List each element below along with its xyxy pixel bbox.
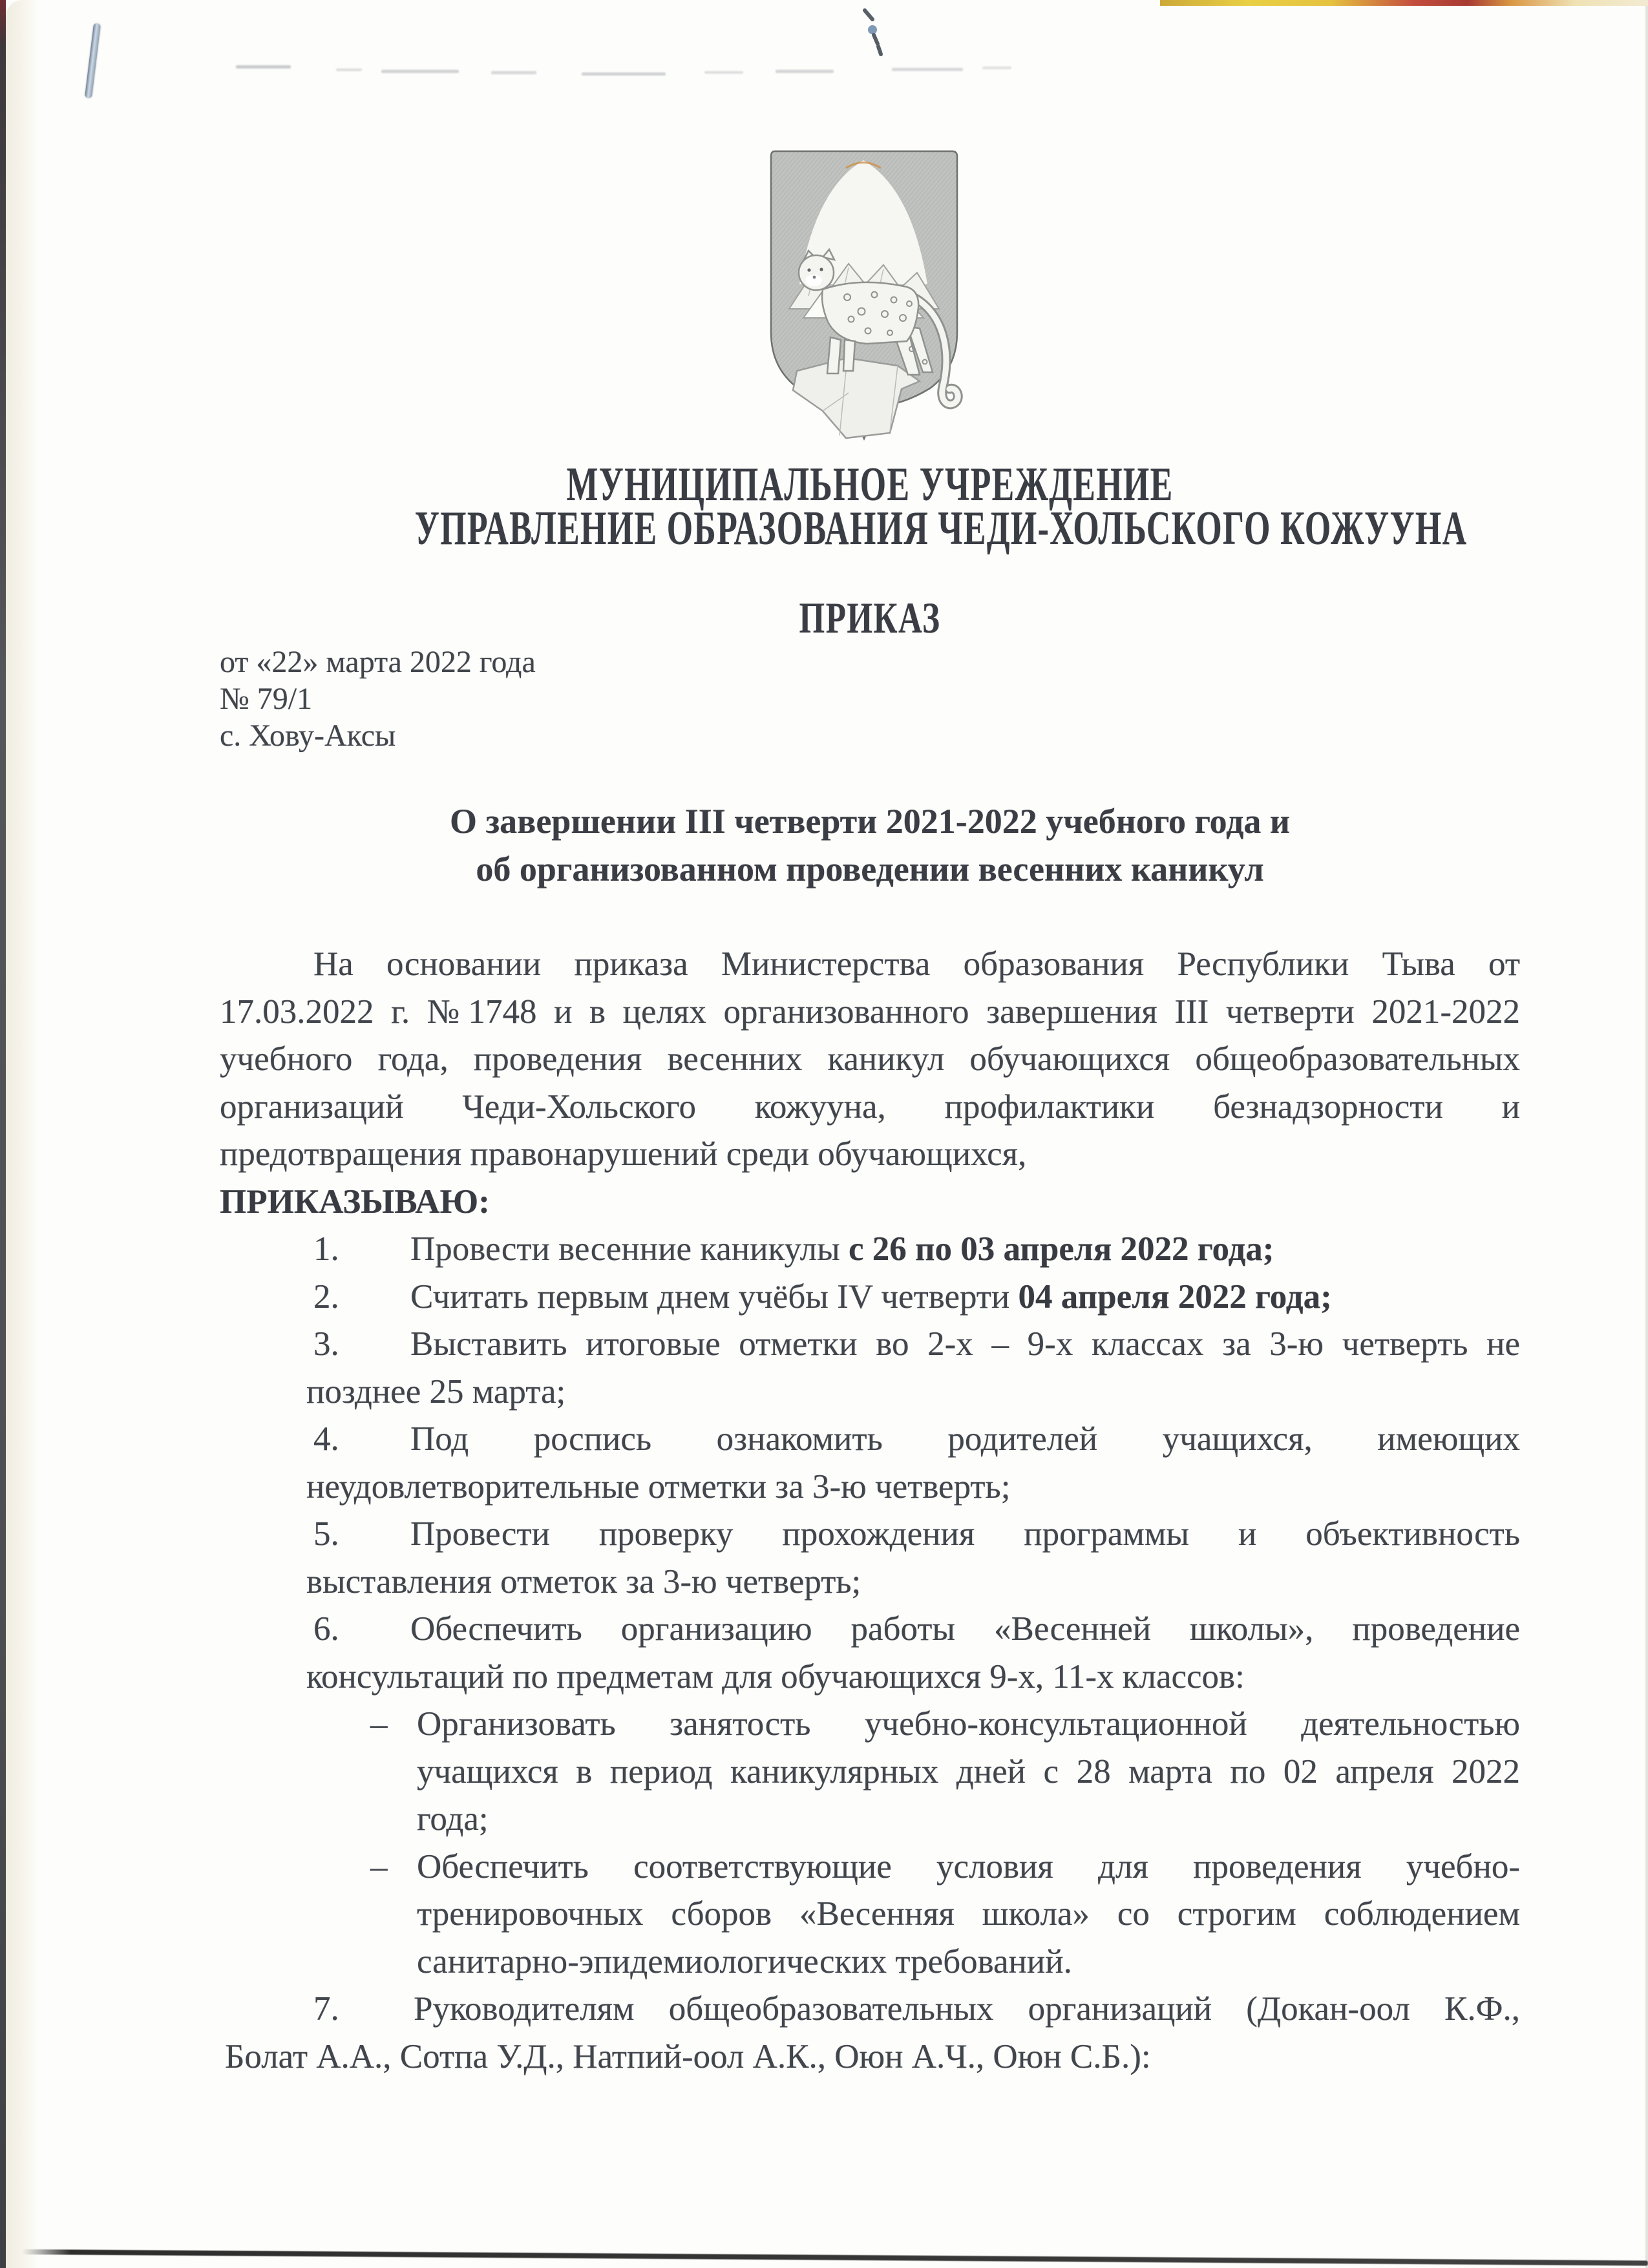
sub-item-2 bbox=[220, 1843, 1520, 1986]
organization-name bbox=[220, 458, 1520, 555]
smudge-speck bbox=[982, 67, 1011, 69]
order-title-line-2: об организованном проведении весенних каникул bbox=[476, 849, 1264, 888]
preamble-line: учебного года, проведения весенних каникул обучающихся общеобразовательных bbox=[220, 1040, 1520, 1078]
item-text: выставления отметок за 3-ю четверть; bbox=[306, 1562, 861, 1601]
item-text: Руководителям общеобразовательных организаций (Докан-оол К.Ф., bbox=[414, 1990, 1520, 2028]
preamble-line: На основании приказа Министерства образования Республики Тыва от bbox=[313, 945, 1520, 983]
dash-marker: – bbox=[370, 1705, 388, 1743]
smudge-speck bbox=[704, 71, 743, 74]
order-title-line-1: О завершении III четверти 2021-2022 учебного года и bbox=[449, 802, 1291, 841]
date-line: от «22» марта 2022 года bbox=[220, 645, 536, 679]
order-item-2 bbox=[220, 1274, 1520, 1321]
preamble-line: 17.03.2022 г. №1748 и в целях организованного завершения III четверти 2021-2022 bbox=[220, 992, 1520, 1031]
item-number: 1. bbox=[313, 1230, 339, 1268]
item-text: Обеспечить организацию работы «Весенней школы», проведение bbox=[410, 1610, 1520, 1648]
page-edge-strip bbox=[6, 0, 39, 2268]
item-number: 6. bbox=[313, 1610, 339, 1648]
sub-item-text: года; bbox=[417, 1800, 489, 1838]
item-text: Провести весенние каникулы bbox=[410, 1230, 849, 1268]
order-item-4 bbox=[220, 1416, 1520, 1511]
item-number: 7. bbox=[313, 1990, 339, 2028]
coat-of-arms-emblem bbox=[763, 149, 964, 443]
order-item-5 bbox=[220, 1511, 1520, 1606]
item-number: 4. bbox=[313, 1420, 339, 1458]
org-name-line-1: МУНИЦИПАЛЬНОЕ УЧРЕЖДЕНИЕ bbox=[566, 458, 1174, 511]
dash-marker: – bbox=[370, 1847, 388, 1885]
preamble-line: предотвращения правонарушений среди обучающихся, bbox=[220, 1135, 1027, 1173]
requisites-block bbox=[220, 644, 536, 754]
item-text: Выставить итоговые отметки во 2-х – 9-х классах за 3-ю четверть не bbox=[410, 1325, 1520, 1363]
item-text: Считать первым днем учёбы IV четверти bbox=[410, 1277, 1019, 1316]
sub-item-text: учащихся в период каникулярных дней с 28 марта по 02 апреля 2022 bbox=[417, 1752, 1520, 1790]
order-text bbox=[220, 941, 1520, 2081]
preamble-paragraph bbox=[220, 941, 1520, 1179]
item-number: 2. bbox=[313, 1277, 339, 1316]
order-title bbox=[220, 798, 1520, 893]
smudge-speck bbox=[776, 70, 834, 73]
item-text: позднее 25 марта; bbox=[306, 1372, 566, 1411]
item-text: консультаций по предметам для обучающихся 9-х, 11-х классов: bbox=[306, 1657, 1245, 1696]
smudge-speck bbox=[892, 68, 963, 71]
sub-item-text: санитарно-эпидемиологических требований. bbox=[417, 1942, 1072, 1980]
preamble-line: организаций Чеди-Хольского кожууна, профилактики безнадзорности и bbox=[220, 1087, 1520, 1126]
top-right-scan-streak bbox=[1160, 0, 1648, 6]
item-text: Болат А.А., Сотпа У.Д., Натпий-оол А.К., Оюн А.Ч., Оюн С.Б.): bbox=[225, 2037, 1151, 2075]
staple-mark bbox=[85, 23, 101, 98]
item-text-bold: с 26 по 03 апреля 2022 года; bbox=[848, 1230, 1274, 1268]
pen-mark bbox=[860, 5, 905, 63]
order-item-7 bbox=[220, 1986, 1520, 2081]
sub-item-1 bbox=[220, 1701, 1520, 1843]
smudge-speck bbox=[381, 70, 459, 73]
right-edge-shadow bbox=[1645, 0, 1648, 2268]
item-text-bold: 04 апреля 2022 года; bbox=[1018, 1277, 1332, 1316]
resolve-word: ПРИКАЗЫВАЮ: bbox=[220, 1182, 490, 1221]
org-name-line-2: УПРАВЛЕНИЕ ОБРАЗОВАНИЯ ЧЕДИ-ХОЛЬСКОГО КОЖУУНА bbox=[414, 502, 1468, 555]
smudge-speck bbox=[582, 72, 666, 76]
left-edge-shadow bbox=[0, 0, 6, 2268]
smudge-speck bbox=[336, 68, 362, 71]
doc-type-heading: ПРИКАЗ bbox=[799, 593, 941, 642]
smudge-speck bbox=[236, 65, 291, 68]
sub-item-text: Обеспечить соответствующие условия для проведения учебно- bbox=[417, 1847, 1520, 1885]
item-text: Под роспись ознакомить родителей учащихся, имеющих bbox=[410, 1420, 1520, 1458]
item-text: неудовлетворительные отметки за 3-ю четверть; bbox=[306, 1467, 1011, 1506]
bottom-scan-line bbox=[22, 2249, 1648, 2266]
order-item-3 bbox=[220, 1321, 1520, 1416]
sub-item-text: Организовать занятость учебно-консультационной деятельностью bbox=[417, 1705, 1520, 1743]
place-line: с. Хову-Аксы bbox=[220, 719, 396, 753]
sub-item-text: тренировочных сборов «Весенняя школа» со строгим соблюдением bbox=[417, 1895, 1520, 1933]
smudge-speck bbox=[491, 71, 536, 74]
item-text: Провести проверку прохождения программы и объективность bbox=[410, 1515, 1520, 1553]
item-number: 3. bbox=[313, 1325, 339, 1363]
order-item-1 bbox=[220, 1226, 1520, 1274]
order-item-6 bbox=[220, 1606, 1520, 1701]
number-line: № 79/1 bbox=[220, 682, 313, 716]
item-number: 5. bbox=[313, 1515, 339, 1553]
